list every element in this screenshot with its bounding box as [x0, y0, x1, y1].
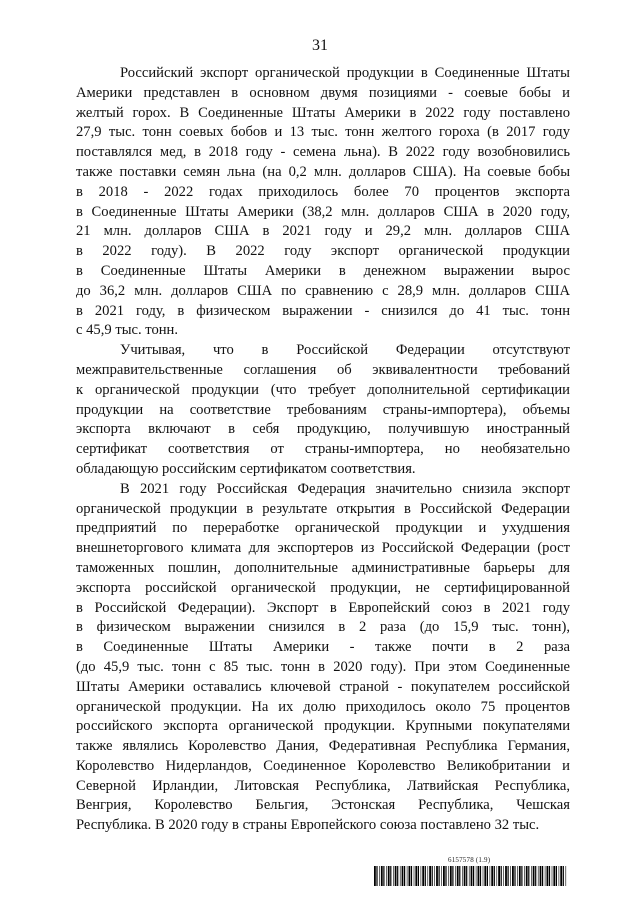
text-line: в 2022 году). В 2022 году экспорт органической продукции — [76, 243, 570, 260]
text-line: экспорта включают в себя продукцию, получившую иностранный — [76, 421, 570, 438]
text-line: также поставки семян льна (на 0,2 млн. долларов США). На соевые бобы — [76, 163, 570, 180]
text-line: Венгрия, Королевство Бельгия, Эстонская Республика, Чешская — [76, 797, 570, 814]
text-line: В 2021 году Российская Федерация значительно снизила экспорт — [120, 480, 570, 497]
text-line: в 2021 году, в физическом выражении - снизился до 41 тыс. тонн — [76, 302, 570, 319]
text-line: Северной Ирландии, Литовская Республика, Латвийская Республика, — [76, 777, 570, 794]
text-line: к органической продукции (что требует дополнительной сертификации — [76, 381, 570, 398]
paragraph — [76, 64, 570, 341]
text-line: внешнеторгового климата для экспортеров из Российской Федерации (рост — [76, 540, 570, 557]
text-line: также являлись Королевство Дания, Федеративная Республика Германия, — [76, 738, 570, 755]
document-body — [76, 64, 570, 836]
paragraph — [76, 341, 570, 480]
text-line: в 2018 - 2022 годах приходилось более 70 процентов экспорта — [76, 183, 570, 200]
text-line: обладающую российским сертификатом соответствия. — [76, 460, 416, 477]
text-line: органической продукции. На их долю приходилось около 75 процентов — [76, 698, 570, 715]
text-line: российского экспорта органической продукции. Крупными покупателями — [76, 718, 570, 735]
barcode-image — [374, 866, 568, 886]
text-line: в физическом выражении снизился в 2 раза (до 15,9 тыс. тонн), — [76, 619, 570, 636]
text-line: Республика. В 2020 году в страны Европейского союза поставлено 32 тыс. — [76, 817, 540, 834]
document-id: 6157578 (1.9) — [448, 856, 491, 864]
text-line: сертификат соответствия от страны-импортера, но необязательно — [76, 441, 570, 458]
text-line: экспорта российской органической продукции, не сертифицированной — [76, 579, 570, 596]
text-line: в Соединенные Штаты Америки - также почти в 2 раза — [76, 639, 570, 656]
text-line: в Соединенные Штаты Америки (38,2 млн. долларов США в 2020 году, — [76, 203, 570, 220]
text-line: желтый горох. В Соединенные Штаты Америки в 2022 году поставлено — [76, 104, 570, 121]
paragraph — [76, 480, 570, 836]
text-line: до 36,2 млн. долларов США по сравнению с 28,9 млн. долларов США — [76, 282, 570, 299]
text-line: органической продукции в результате открытия в Российской Федерации — [76, 500, 570, 517]
text-line: 27,9 тыс. тонн соевых бобов и 13 тыс. тонн желтого гороха (в 2017 году — [76, 124, 570, 141]
text-line: поставлялся мед, в 2018 году - семена льна). В 2022 году возобновились — [76, 144, 570, 161]
page-number: 31 — [312, 37, 328, 54]
text-line: (до 45,9 тыс. тонн с 85 тыс. тонн в 2020 году). При этом Соединенные — [76, 658, 570, 675]
text-line: в Соединенные Штаты Америки в денежном выражении вырос — [76, 262, 570, 279]
text-line: предприятий по переработке органической продукции и ухудшения — [76, 520, 570, 537]
text-line: Америки представлен в основном двумя позициями - соевые бобы и — [76, 84, 570, 101]
text-line: в Российской Федерации). Экспорт в Европейский союз в 2021 году — [76, 599, 570, 616]
text-line: Королевство Нидерландов, Соединенное Королевство Великобритании и — [76, 757, 570, 774]
text-line: 21 млн. долларов США в 2021 году и 29,2 млн. долларов США — [76, 223, 570, 240]
text-line: Российский экспорт органической продукции в Соединенные Штаты — [120, 65, 570, 81]
text-line: с 45,9 тыс. тонн. — [76, 322, 179, 339]
text-line: продукции на соответствие требованиям страны-импортера), объемы — [76, 401, 570, 418]
text-line: Учитывая, что в Российской Федерации отсутствуют — [120, 342, 570, 359]
text-line: Штаты Америки оставались ключевой страной - покупателем российской — [76, 678, 570, 695]
text-line: таможенных пошлин, дополнительные административные барьеры для — [76, 559, 570, 576]
text-line: межправительственные соглашения об эквивалентности требований — [76, 361, 570, 378]
